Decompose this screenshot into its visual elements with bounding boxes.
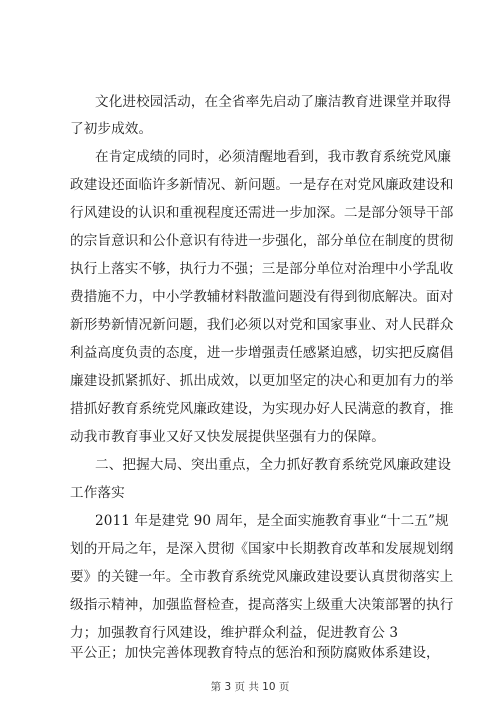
- text-line: 要》的关键一年。全市教育系统党风廉政建设要认真贯彻落实上: [70, 569, 454, 585]
- text-line: 了初步成效。: [70, 121, 153, 137]
- text-line: 2011 年是建党 90 周年，是全面实施教育事业“十二五”规: [95, 513, 449, 529]
- text-line: 动我市教育事业又好又快发展提供坚强有力的保障。: [70, 429, 385, 445]
- text-line: 措抓好教育系统党风廉政建设，为实现办好人民满意的教育，推: [70, 401, 454, 417]
- text-line: 新形势新情况新问题，我们必须以对党和国家事业、对人民群众: [70, 317, 454, 333]
- text-line: 廉建设抓紧抓好、抓出成效，以更加坚定的决心和更加有力的举: [70, 373, 454, 389]
- text-line: 在肯定成绩的同时，必须清醒地看到，我市教育系统党风廉: [95, 149, 452, 165]
- page-footer: 第 3 页 共 10 页: [210, 681, 290, 693]
- text-line: 力；加强教育行风建设，维护群众利益，促进教育公 3: [70, 625, 399, 641]
- text-line: 级指示精神，加强监督检查，提高落实上级重大决策部署的执行: [70, 597, 454, 613]
- text-line: 文化进校园活动，在全省率先启动了廉洁教育进课堂并取得: [95, 94, 452, 110]
- section-heading: 二、把握大局、突出重点，全力抓好教育系统党风廉政建设: [95, 457, 452, 473]
- text-line: 费措施不力，中小学教辅材料散滥问题没有得到彻底解决。面对: [70, 289, 454, 305]
- text-line: 执行上落实不够，执行力不强；三是部分单位对治理中小学乱收: [70, 261, 454, 277]
- text-line: 利益高度负责的态度，进一步增强责任感紧迫感，切实把反腐倡: [70, 345, 454, 361]
- text-line-last: 平公正；加快完善体现教育特点的惩治和预防腐败体系建设，: [70, 645, 440, 661]
- text-line: 的宗旨意识和公仆意识有待进一步强化，部分单位在制度的贯彻: [70, 233, 454, 249]
- section-heading: 工作落实: [70, 485, 125, 501]
- text-line: 行风建设的认识和重视程度还需进一步加深。二是部分领导干部: [70, 205, 454, 221]
- text-line: 政建设还面临许多新情况、新问题。一是存在对党风廉政建设和: [70, 177, 454, 193]
- text-line: 划的开局之年，是深入贯彻《国家中长期教育改革和发展规划纲: [70, 541, 454, 557]
